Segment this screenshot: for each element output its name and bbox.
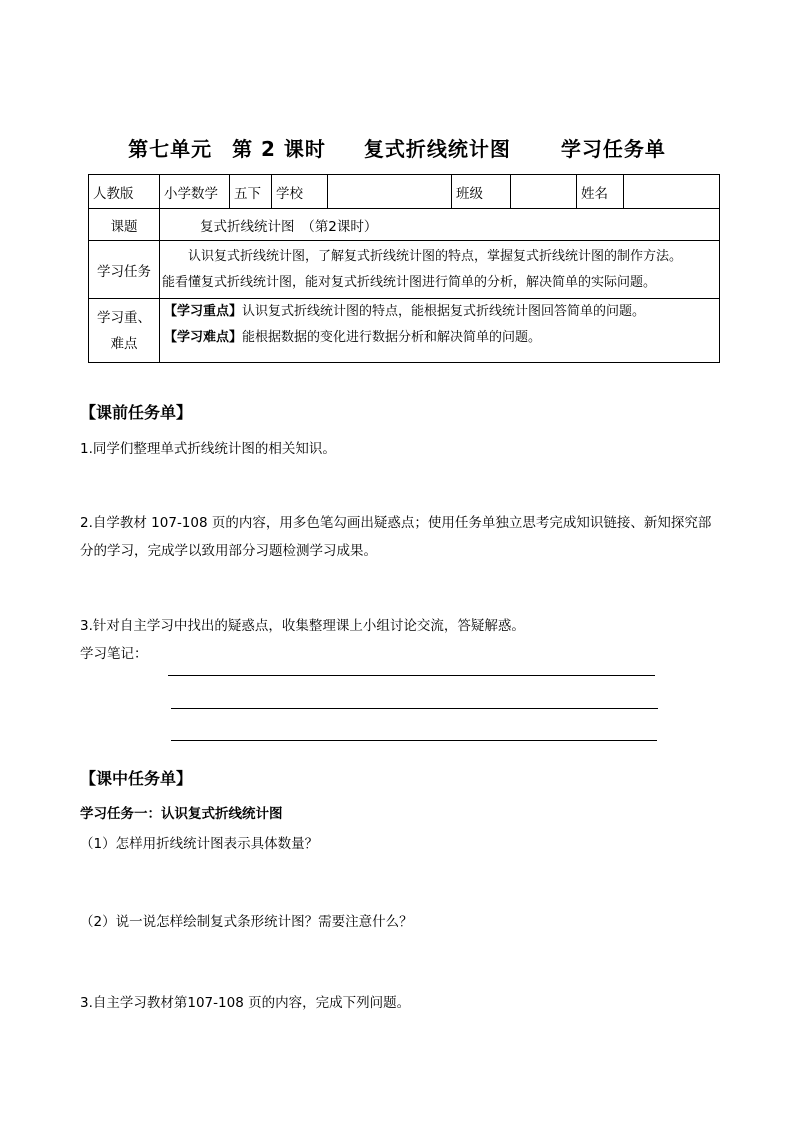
task-line-1: 认识复式折线统计图，了解复式折线统计图的特点，掌握复式折线统计图的制作方法。: [162, 248, 683, 264]
task-description: [160, 241, 720, 299]
class-field[interactable]: [511, 175, 577, 209]
school-label: 学校: [272, 175, 328, 209]
key-point-tag: 【学习重点】: [164, 304, 243, 319]
topic-value: 复式折线统计图 （第2课时）: [160, 209, 720, 241]
task-1-title: 学习任务一：认识复式折线统计图: [80, 806, 283, 822]
notes-line-3[interactable]: [171, 740, 657, 741]
difficulty-row: [164, 325, 715, 351]
subject-cell: 小学数学: [160, 175, 230, 209]
difficulty-tag: 【学习难点】: [164, 330, 243, 345]
notes-line-1[interactable]: [168, 675, 655, 676]
key-points: [160, 299, 720, 363]
title-unit: 第七单元: [128, 137, 213, 161]
pre-class-item-3: 3.针对自主学习中找出的疑惑点，收集整理课上小组讨论交流，答疑解惑。: [80, 618, 525, 634]
notes-line-2[interactable]: [171, 708, 658, 709]
grade-cell: 五下: [230, 175, 272, 209]
key-label: [89, 299, 160, 363]
task-line-2: 能看懂复式折线统计图，能对复式折线统计图进行简单的分析，解决简单的实际问题。: [162, 274, 657, 290]
question-2: （2）说一说怎样绘制复式条形统计图？需要注意什么？: [80, 914, 413, 930]
title-lesson: 第 2 课时: [232, 137, 326, 161]
page-title: [0, 133, 794, 162]
topic-label: 课题: [89, 209, 160, 241]
school-field[interactable]: [328, 175, 452, 209]
question-1: （1）怎样用折线统计图表示具体数量？: [80, 836, 319, 852]
pre-class-item-2-line-2: 分的学习，完成学以致用部分习题检测学习成果。: [80, 543, 377, 559]
title-sheet: 学习任务单: [560, 137, 666, 161]
key-point-row: [164, 299, 715, 325]
key-label-line-1: 学习重、: [97, 309, 151, 326]
name-field[interactable]: [624, 175, 720, 209]
title-topic: 复式折线统计图: [363, 137, 511, 161]
question-3: 3.自主学习教材第107-108 页的内容，完成下列问题。: [80, 995, 411, 1011]
pre-class-heading: 【课前任务单】: [80, 403, 193, 422]
notes-label: 学习笔记：: [80, 646, 148, 662]
name-label: 姓名: [577, 175, 624, 209]
pre-class-item-2-line-1: 2.自学教材 107-108 页的内容，用多色笔勾画出疑惑点；使用任务单独立思考完成知识链接、新知探究部: [80, 515, 712, 531]
key-label-line-2: 难点: [110, 335, 138, 352]
info-table: [88, 174, 720, 363]
in-class-heading: 【课中任务单】: [80, 769, 193, 788]
pre-class-item-1: 1.同学们整理单式折线统计图的相关知识。: [80, 441, 336, 457]
task-label: 学习任务: [89, 241, 160, 299]
key-point-text: 认识复式折线统计图的特点，能根据复式折线统计图回答简单的问题。: [242, 304, 646, 319]
class-label: 班级: [452, 175, 511, 209]
difficulty-text: 能根据数据的变化进行数据分析和解决简单的问题。: [242, 330, 542, 345]
publisher-cell: 人教版: [89, 175, 160, 209]
